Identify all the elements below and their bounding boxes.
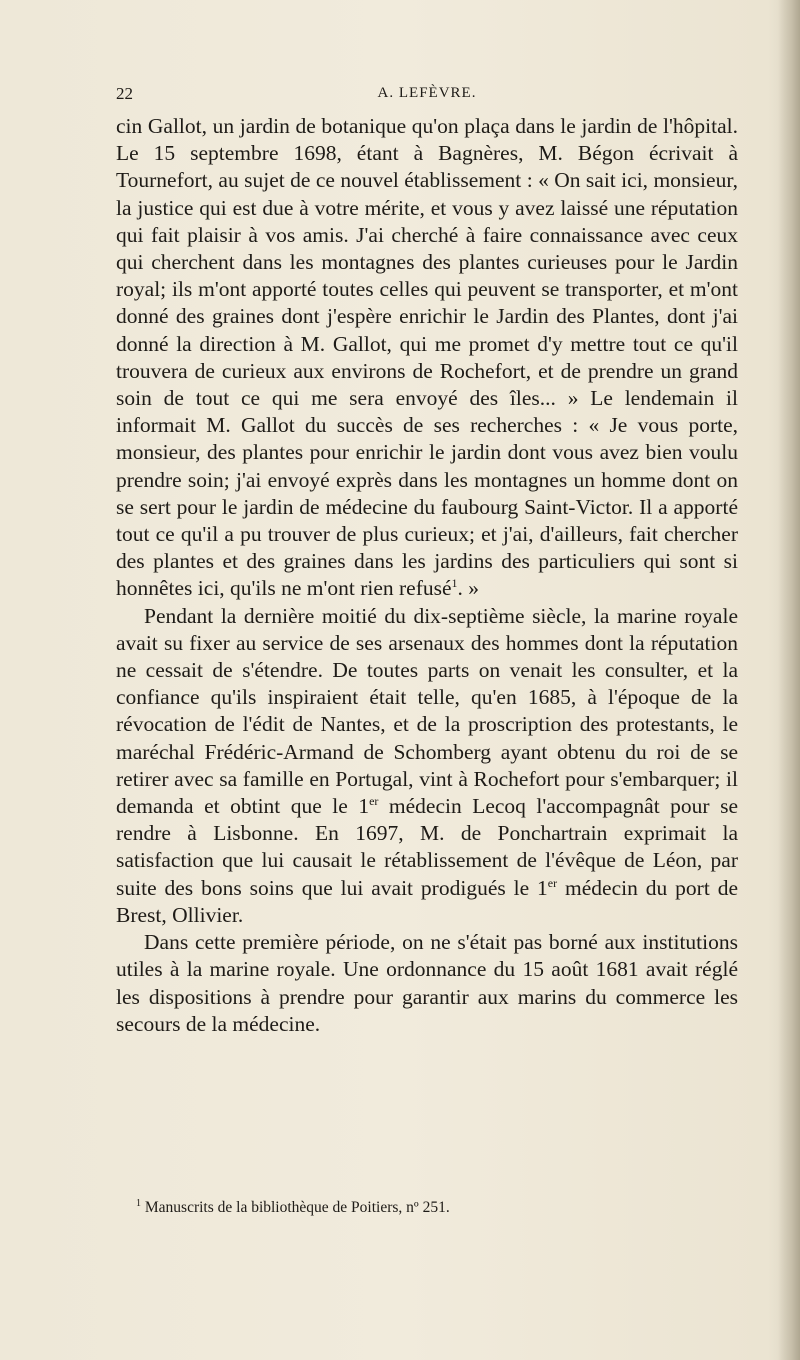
- running-head: A. LEFÈVRE.: [377, 85, 477, 101]
- footnote: [136, 1198, 736, 1218]
- paragraph-1-closing: . »: [457, 576, 480, 601]
- footnote-marker: 1: [136, 1198, 141, 1209]
- footnote-text: Manuscrits de la bibliothèque de Poitiers, nº 251.: [141, 1199, 450, 1216]
- paragraph-2-text-a: Pendant la dernière moitié du dix-septième siècle, la marine royale avait su fixer au service de ses arsenaux des hommes dont la réputation ne cessait de s'étendre. De toutes parts on venait les consulter, et la confiance qu'ils inspiraient était telle, qu'en 1685, à l'époque de la révocation de l'édit de Nantes, et de la proscription des protestants, le maréchal Frédéric-Armand de Schomberg ayant obtenu du roi de se retirer avec sa famille en Portugal, vint à Rochefort pour s'embarquer; il demanda et obtint que le 1: [116, 603, 738, 819]
- paragraph-2-text-c: médecin du port de Brest, Ollivier.: [116, 875, 738, 927]
- page-header: [116, 84, 738, 108]
- paragraph-3: Dans cette première période, on ne s'était pas borné aux institutions utiles à la marine royale. Une ordonnance du 15 août 1681 avait réglé les dispositions à prendre pour garantir aux marins du commerce les secours de la médecine.: [116, 930, 738, 1036]
- page-number: 22: [116, 84, 133, 103]
- ordinal-superscript: er: [369, 794, 379, 809]
- paragraph-2: [116, 603, 738, 929]
- paragraph-1-text: cin Gallot, un jardin de botanique qu'on plaça dans le jardin de l'hôpital. Le 15 septembre 1698, étant à Bagnères, M. Bégon écrivait à Tournefort, au sujet de ce nouvel établissement : « On sait ici, monsieur, la justice qui est due à votre mérite, et vous y avez laissé une réputation qui fait plaisir à vos amis. J'ai cherché à faire connaissance avec ceux qui cherchent dans les montagnes des plantes curieuses pour le Jardin royal; ils m'ont apporté toutes celles qui peuvent se transporter, et m'ont donné des graines dont j'espère enrichir le Jardin des Plantes, dont j'ai donné la direction à M. Gallot, qui me promet d'y mettre tout ce qu'il trouvera de curieux aux environs de Rochefort, et de prendre un grand soin de tout ce qui me sera envoyé des îles... » Le lendemain il informait M. Gallot du succès de ses recherches : « Je vous porte, monsieur, des plantes pour enrichir le jardin dont vous avez bien voulu prendre soin; j'ai envoyé exprès dans les montagnes un homme dont on se sert pour le jardin de médecine du faubourg Saint-Victor. Il a apporté tout ce qu'il a pu trouver de plus curieux; et j'ai, d'ailleurs, fait chercher des plantes et des graines dans les jardins des particuliers qui sont si honnêtes ici, qu'ils ne m'ont rien refusé: [116, 114, 738, 601]
- paragraph-2-text-b: médecin Lecoq l'accompagnât pour se rendre à Lisbonne. En 1697, M. de Ponchartrain exprimait la satisfaction que lui causait le rétablissement de l'évêque de Léon, par suite des bons soins que lui avait prodigués le 1: [116, 794, 738, 900]
- page-edge-shadow: [778, 0, 800, 1360]
- paragraph-1: [116, 113, 738, 603]
- ordinal-superscript: er: [547, 875, 558, 890]
- body-text: [116, 113, 738, 1038]
- footnote-reference: 1: [451, 576, 458, 591]
